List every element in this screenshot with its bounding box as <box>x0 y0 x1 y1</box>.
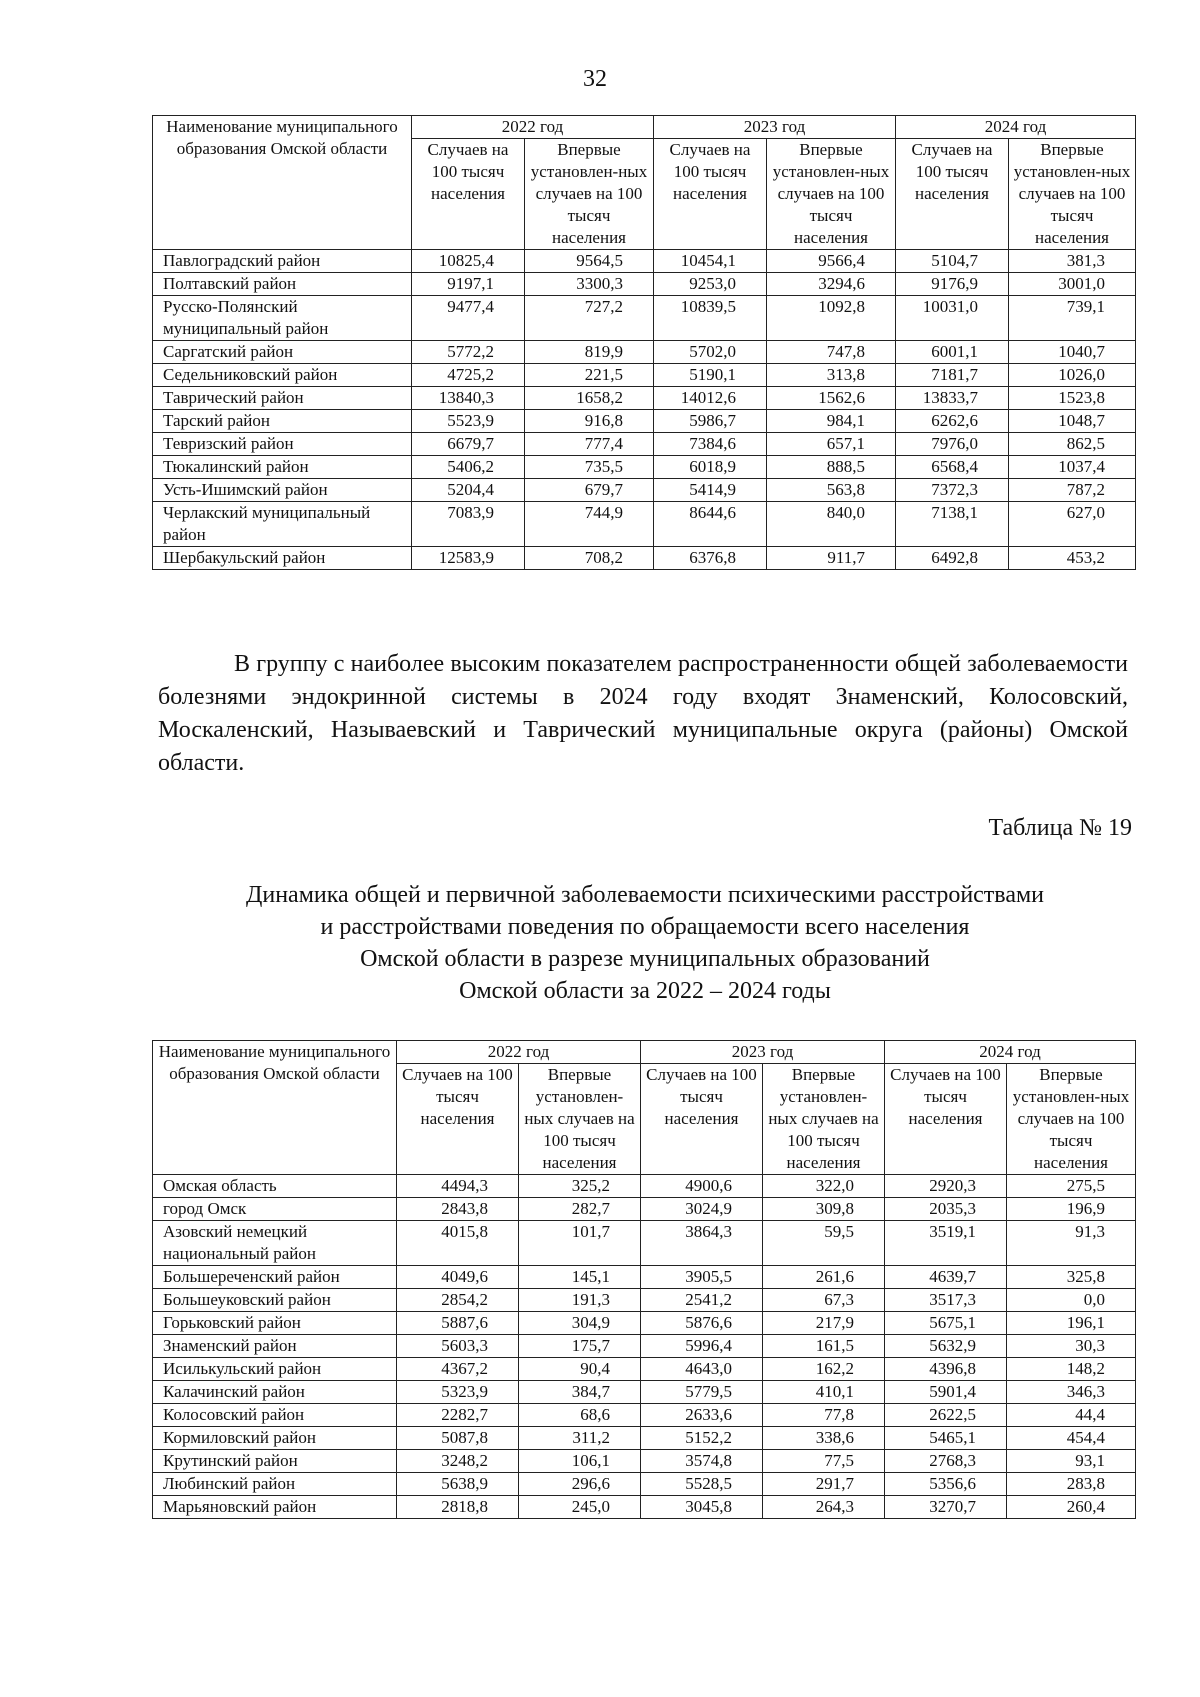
value-cell: 727,2 <box>525 296 654 341</box>
table-row <box>153 547 1136 570</box>
value-cell: 5152,2 <box>641 1427 763 1450</box>
value-cell: 735,5 <box>525 456 654 479</box>
header-cases-2024: Случаев на 100 тысяч населения <box>885 1064 1007 1175</box>
title-line: Омской области за 2022 – 2024 годы <box>459 978 831 1004</box>
district-name-cell: Большереченский район <box>153 1266 397 1289</box>
district-name-cell: Таврический район <box>153 387 412 410</box>
table-row <box>153 1450 1136 1473</box>
header-name-column: Наименование муниципального образования Омской области <box>153 1041 397 1175</box>
value-cell: 4049,6 <box>397 1266 519 1289</box>
district-name-cell: Тевризский район <box>153 433 412 456</box>
value-cell: 2920,3 <box>885 1175 1007 1198</box>
district-name-cell: Черлакский муниципальный район <box>153 502 412 547</box>
value-cell: 2282,7 <box>397 1404 519 1427</box>
table-row <box>153 296 1136 341</box>
value-cell: 708,2 <box>525 547 654 570</box>
value-cell: 90,4 <box>519 1358 641 1381</box>
district-name-cell: Исилькульский район <box>153 1358 397 1381</box>
value-cell: 5414,9 <box>654 479 767 502</box>
table-row <box>153 1198 1136 1221</box>
table-row <box>153 1289 1136 1312</box>
header-new-cases-2022: Впервые установлен-ных случаев на 100 тысяч населения <box>519 1064 641 1175</box>
value-cell: 196,1 <box>1007 1312 1136 1335</box>
value-cell: 283,8 <box>1007 1473 1136 1496</box>
value-cell: 9197,1 <box>412 273 525 296</box>
value-cell: 4396,8 <box>885 1358 1007 1381</box>
value-cell: 291,7 <box>763 1473 885 1496</box>
value-cell: 9176,9 <box>896 273 1009 296</box>
value-cell: 1658,2 <box>525 387 654 410</box>
value-cell: 1040,7 <box>1009 341 1136 364</box>
value-cell: 5528,5 <box>641 1473 763 1496</box>
value-cell: 221,5 <box>525 364 654 387</box>
district-name-cell: город Омск <box>153 1198 397 1221</box>
value-cell: 264,3 <box>763 1496 885 1519</box>
value-cell: 3905,5 <box>641 1266 763 1289</box>
district-name-cell: Тюкалинский район <box>153 456 412 479</box>
value-cell: 627,0 <box>1009 502 1136 547</box>
district-name-cell: Калачинский район <box>153 1381 397 1404</box>
header-year-2022: 2022 год <box>397 1041 641 1064</box>
value-cell: 14012,6 <box>654 387 767 410</box>
header-year-2024: 2024 год <box>896 116 1136 139</box>
value-cell: 346,3 <box>1007 1381 1136 1404</box>
district-name-cell: Горьковский район <box>153 1312 397 1335</box>
table-row <box>153 433 1136 456</box>
value-cell: 2818,8 <box>397 1496 519 1519</box>
district-name-cell: Саргатский район <box>153 341 412 364</box>
table-row <box>153 364 1136 387</box>
header-year-2023: 2023 год <box>641 1041 885 1064</box>
value-cell: 9566,4 <box>767 250 896 273</box>
value-cell: 862,5 <box>1009 433 1136 456</box>
header-cases-2024: Случаев на 100 тысяч населения <box>896 139 1009 250</box>
header-year-2022: 2022 год <box>412 116 654 139</box>
value-cell: 313,8 <box>767 364 896 387</box>
value-cell: 7384,6 <box>654 433 767 456</box>
value-cell: 3294,6 <box>767 273 896 296</box>
table-row <box>153 1358 1136 1381</box>
district-name-cell: Усть-Ишимский район <box>153 479 412 502</box>
table-row <box>153 1473 1136 1496</box>
value-cell: 162,2 <box>763 1358 885 1381</box>
title-line: Омской области в разрезе муниципальных образований <box>360 946 930 972</box>
district-name-cell: Павлоградский район <box>153 250 412 273</box>
value-cell: 260,4 <box>1007 1496 1136 1519</box>
value-cell: 1523,8 <box>1009 387 1136 410</box>
value-cell: 304,9 <box>519 1312 641 1335</box>
value-cell: 840,0 <box>767 502 896 547</box>
table-row <box>153 1496 1136 1519</box>
value-cell: 7181,7 <box>896 364 1009 387</box>
value-cell: 3864,3 <box>641 1221 763 1266</box>
table-row <box>153 1312 1136 1335</box>
value-cell: 4725,2 <box>412 364 525 387</box>
table-row <box>153 1427 1136 1450</box>
value-cell: 245,0 <box>519 1496 641 1519</box>
value-cell: 911,7 <box>767 547 896 570</box>
table-row <box>153 1335 1136 1358</box>
value-cell: 5204,4 <box>412 479 525 502</box>
value-cell: 10839,5 <box>654 296 767 341</box>
value-cell: 3248,2 <box>397 1450 519 1473</box>
value-cell: 217,9 <box>763 1312 885 1335</box>
value-cell: 7372,3 <box>896 479 1009 502</box>
value-cell: 1048,7 <box>1009 410 1136 433</box>
value-cell: 3519,1 <box>885 1221 1007 1266</box>
value-cell: 325,2 <box>519 1175 641 1198</box>
value-cell: 9253,0 <box>654 273 767 296</box>
header-cases-2022: Случаев на 100 тысяч населения <box>397 1064 519 1175</box>
table-body <box>153 1175 1136 1519</box>
value-cell: 77,5 <box>763 1450 885 1473</box>
value-cell: 10454,1 <box>654 250 767 273</box>
district-name-cell: Седельниковский район <box>153 364 412 387</box>
value-cell: 9477,4 <box>412 296 525 341</box>
district-name-cell: Большеуковский район <box>153 1289 397 1312</box>
value-cell: 7138,1 <box>896 502 1009 547</box>
value-cell: 191,3 <box>519 1289 641 1312</box>
page-number: 32 <box>583 66 607 92</box>
value-cell: 322,0 <box>763 1175 885 1198</box>
value-cell: 309,8 <box>763 1198 885 1221</box>
value-cell: 2633,6 <box>641 1404 763 1427</box>
table-row <box>153 410 1136 433</box>
table-label: Таблица № 19 <box>988 815 1132 841</box>
district-name-cell: Крутинский район <box>153 1450 397 1473</box>
value-cell: 2035,3 <box>885 1198 1007 1221</box>
value-cell: 5632,9 <box>885 1335 1007 1358</box>
value-cell: 91,3 <box>1007 1221 1136 1266</box>
header-year-2024: 2024 год <box>885 1041 1136 1064</box>
value-cell: 5190,1 <box>654 364 767 387</box>
value-cell: 2843,8 <box>397 1198 519 1221</box>
title-line: Динамика общей и первичной заболеваемости психическими расстройствами <box>245 882 1044 908</box>
table-row <box>153 502 1136 547</box>
header-cases-2023: Случаев на 100 тысяч населения <box>654 139 767 250</box>
table-row <box>153 1221 1136 1266</box>
value-cell: 7976,0 <box>896 433 1009 456</box>
value-cell: 12583,9 <box>412 547 525 570</box>
value-cell: 275,5 <box>1007 1175 1136 1198</box>
district-name-cell: Марьяновский район <box>153 1496 397 1519</box>
value-cell: 679,7 <box>525 479 654 502</box>
value-cell: 68,6 <box>519 1404 641 1427</box>
value-cell: 6679,7 <box>412 433 525 456</box>
table-row <box>153 1266 1136 1289</box>
value-cell: 3001,0 <box>1009 273 1136 296</box>
value-cell: 3024,9 <box>641 1198 763 1221</box>
header-new-cases-2023: Впервые установлен-ных случаев на 100 тысяч населения <box>763 1064 885 1175</box>
value-cell: 10825,4 <box>412 250 525 273</box>
district-name-cell: Полтавский район <box>153 273 412 296</box>
header-cases-2022: Случаев на 100 тысяч населения <box>412 139 525 250</box>
value-cell: 7083,9 <box>412 502 525 547</box>
header-new-cases-2024: Впервые установлен-ных случаев на 100 тысяч населения <box>1009 139 1136 250</box>
value-cell: 4639,7 <box>885 1266 1007 1289</box>
value-cell: 44,4 <box>1007 1404 1136 1427</box>
value-cell: 6376,8 <box>654 547 767 570</box>
value-cell: 5465,1 <box>885 1427 1007 1450</box>
value-cell: 8644,6 <box>654 502 767 547</box>
value-cell: 5772,2 <box>412 341 525 364</box>
value-cell: 2854,2 <box>397 1289 519 1312</box>
district-name-cell: Знаменский район <box>153 1335 397 1358</box>
value-cell: 1026,0 <box>1009 364 1136 387</box>
value-cell: 5996,4 <box>641 1335 763 1358</box>
value-cell: 984,1 <box>767 410 896 433</box>
value-cell: 30,3 <box>1007 1335 1136 1358</box>
value-cell: 657,1 <box>767 433 896 456</box>
value-cell: 5087,8 <box>397 1427 519 1450</box>
value-cell: 5523,9 <box>412 410 525 433</box>
value-cell: 4494,3 <box>397 1175 519 1198</box>
value-cell: 6568,4 <box>896 456 1009 479</box>
district-name-cell: Тарский район <box>153 410 412 433</box>
district-name-cell: Шербакульский район <box>153 547 412 570</box>
value-cell: 1562,6 <box>767 387 896 410</box>
value-cell: 175,7 <box>519 1335 641 1358</box>
value-cell: 5104,7 <box>896 250 1009 273</box>
value-cell: 196,9 <box>1007 1198 1136 1221</box>
value-cell: 261,6 <box>763 1266 885 1289</box>
value-cell: 5356,6 <box>885 1473 1007 1496</box>
header-new-cases-2022: Впервые установлен-ных случаев на 100 тысяч населения <box>525 139 654 250</box>
value-cell: 4900,6 <box>641 1175 763 1198</box>
table-row <box>153 1404 1136 1427</box>
value-cell: 744,9 <box>525 502 654 547</box>
value-cell: 338,6 <box>763 1427 885 1450</box>
value-cell: 6001,1 <box>896 341 1009 364</box>
value-cell: 1092,8 <box>767 296 896 341</box>
value-cell: 739,1 <box>1009 296 1136 341</box>
value-cell: 311,2 <box>519 1427 641 1450</box>
value-cell: 0,0 <box>1007 1289 1136 1312</box>
district-name-cell: Любинский район <box>153 1473 397 1496</box>
value-cell: 67,3 <box>763 1289 885 1312</box>
value-cell: 59,5 <box>763 1221 885 1266</box>
value-cell: 4015,8 <box>397 1221 519 1266</box>
district-name-cell: Азовский немецкий национальный район <box>153 1221 397 1266</box>
value-cell: 106,1 <box>519 1450 641 1473</box>
table-body <box>153 250 1136 570</box>
value-cell: 3270,7 <box>885 1496 1007 1519</box>
value-cell: 381,3 <box>1009 250 1136 273</box>
value-cell: 747,8 <box>767 341 896 364</box>
value-cell: 5675,1 <box>885 1312 1007 1335</box>
table-title <box>150 879 1140 1007</box>
value-cell: 563,8 <box>767 479 896 502</box>
value-cell: 5779,5 <box>641 1381 763 1404</box>
value-cell: 5901,4 <box>885 1381 1007 1404</box>
morbidity-table-continued <box>152 115 1136 570</box>
value-cell: 77,8 <box>763 1404 885 1427</box>
value-cell: 410,1 <box>763 1381 885 1404</box>
table-row <box>153 456 1136 479</box>
value-cell: 6262,6 <box>896 410 1009 433</box>
value-cell: 1037,4 <box>1009 456 1136 479</box>
value-cell: 13833,7 <box>896 387 1009 410</box>
value-cell: 3574,8 <box>641 1450 763 1473</box>
district-name-cell: Колосовский район <box>153 1404 397 1427</box>
value-cell: 5323,9 <box>397 1381 519 1404</box>
header-name-column: Наименование муниципального образования Омской области <box>153 116 412 250</box>
value-cell: 4367,2 <box>397 1358 519 1381</box>
title-line: и расстройствами поведения по обращаемости всего населения <box>320 914 970 940</box>
value-cell: 161,5 <box>763 1335 885 1358</box>
value-cell: 5603,3 <box>397 1335 519 1358</box>
value-cell: 145,1 <box>519 1266 641 1289</box>
mental-disorders-table <box>152 1040 1136 1519</box>
value-cell: 2541,2 <box>641 1289 763 1312</box>
table-row <box>153 1381 1136 1404</box>
value-cell: 787,2 <box>1009 479 1136 502</box>
value-cell: 148,2 <box>1007 1358 1136 1381</box>
table-row <box>153 341 1136 364</box>
table-row <box>153 1175 1136 1198</box>
table-row <box>153 479 1136 502</box>
value-cell: 777,4 <box>525 433 654 456</box>
header-new-cases-2024: Впервые установлен-ных случаев на 100 тысяч населения <box>1007 1064 1136 1175</box>
value-cell: 3300,3 <box>525 273 654 296</box>
value-cell: 5638,9 <box>397 1473 519 1496</box>
value-cell: 3517,3 <box>885 1289 1007 1312</box>
value-cell: 888,5 <box>767 456 896 479</box>
value-cell: 916,8 <box>525 410 654 433</box>
value-cell: 5702,0 <box>654 341 767 364</box>
value-cell: 9564,5 <box>525 250 654 273</box>
value-cell: 384,7 <box>519 1381 641 1404</box>
value-cell: 5887,6 <box>397 1312 519 1335</box>
value-cell: 2622,5 <box>885 1404 1007 1427</box>
district-name-cell: Омская область <box>153 1175 397 1198</box>
header-cases-2023: Случаев на 100 тысяч населения <box>641 1064 763 1175</box>
body-paragraph: В группу с наиболее высоким показателем распространенности общей заболеваемости болезнями эндокринной системы в 2024 году входят Знаменский, Колосовский, Москаленский, Называевский и Таврический муниципальные округа (районы) Омской области. <box>158 651 1128 776</box>
value-cell: 4643,0 <box>641 1358 763 1381</box>
table-row <box>153 387 1136 410</box>
value-cell: 13840,3 <box>412 387 525 410</box>
value-cell: 6492,8 <box>896 547 1009 570</box>
header-year-2023: 2023 год <box>654 116 896 139</box>
value-cell: 282,7 <box>519 1198 641 1221</box>
header-new-cases-2023: Впервые установлен-ных случаев на 100 тысяч населения <box>767 139 896 250</box>
value-cell: 454,4 <box>1007 1427 1136 1450</box>
value-cell: 819,9 <box>525 341 654 364</box>
value-cell: 93,1 <box>1007 1450 1136 1473</box>
district-name-cell: Русско-Полянский муниципальный район <box>153 296 412 341</box>
value-cell: 5986,7 <box>654 410 767 433</box>
table-row <box>153 250 1136 273</box>
value-cell: 3045,8 <box>641 1496 763 1519</box>
value-cell: 5876,6 <box>641 1312 763 1335</box>
value-cell: 2768,3 <box>885 1450 1007 1473</box>
value-cell: 453,2 <box>1009 547 1136 570</box>
table-row <box>153 273 1136 296</box>
value-cell: 6018,9 <box>654 456 767 479</box>
value-cell: 325,8 <box>1007 1266 1136 1289</box>
district-name-cell: Кормиловский район <box>153 1427 397 1450</box>
value-cell: 5406,2 <box>412 456 525 479</box>
value-cell: 10031,0 <box>896 296 1009 341</box>
value-cell: 296,6 <box>519 1473 641 1496</box>
value-cell: 101,7 <box>519 1221 641 1266</box>
